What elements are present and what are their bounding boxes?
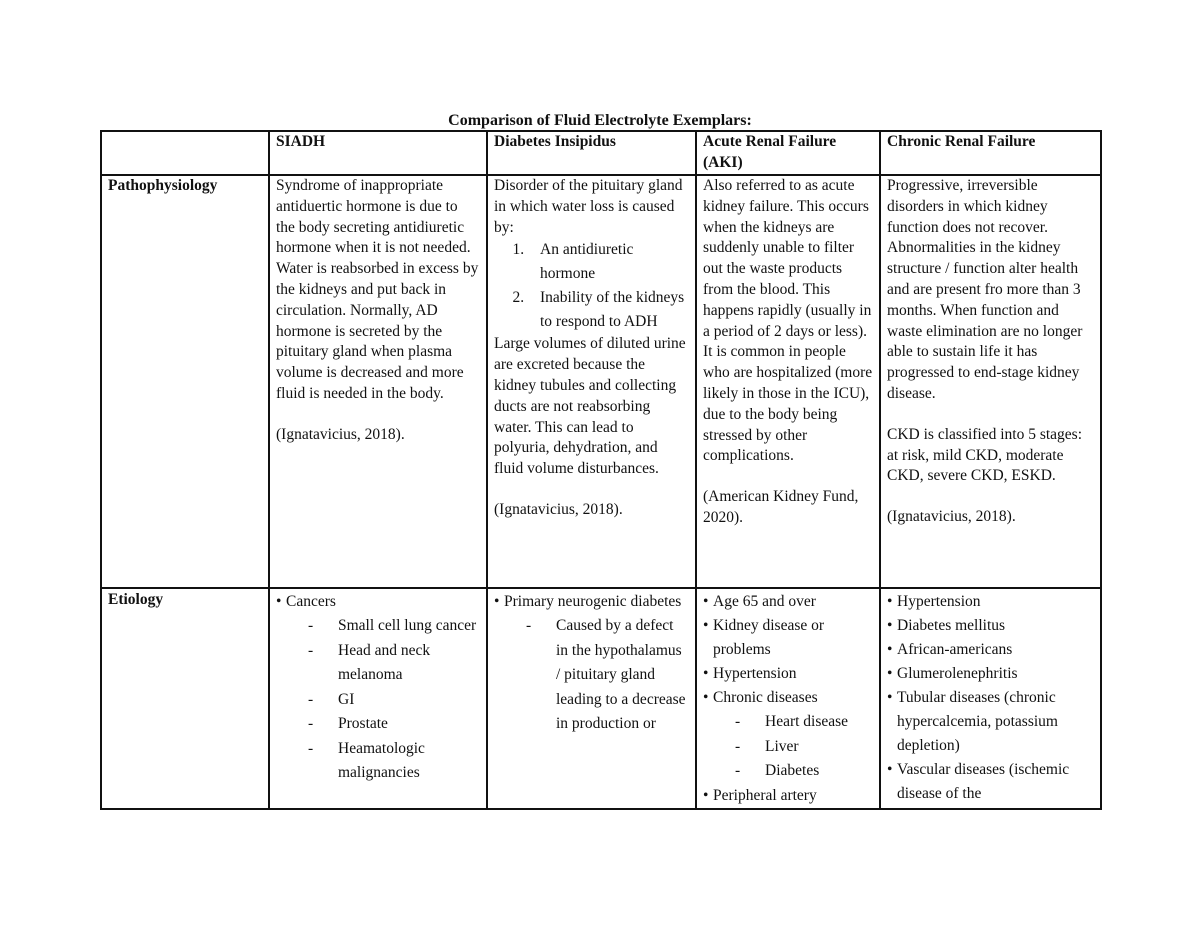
header-chronic-renal-failure: Chronic Renal Failure	[880, 131, 1101, 175]
aki-patho-citation: (American Kidney Fund, 2020).	[703, 488, 859, 526]
bullet-icon: •	[887, 689, 893, 706]
bullet-icon: •	[703, 689, 709, 706]
bullet-icon: •	[887, 641, 893, 658]
siadh-cancer-sublist	[276, 614, 480, 786]
bullet-icon: •	[703, 617, 709, 634]
siadh-patho-citation: (Ignatavicius, 2018).	[276, 425, 405, 443]
list-item: - GI	[308, 688, 480, 713]
list-item: - Caused by a defect in the hypothalamus / pituitary gland leading to a decrease in production or	[526, 614, 689, 737]
list-item: • Cancers	[276, 590, 480, 614]
ckd-patho-text: Progressive, irreversible disorders in which kidney function does not recover. Abnormalities in the kidney structure / function alter health and are present fro more than 3 months. When function and waste elimination are no longer able to sustain life it has progressed to end-stage kidney disease.	[887, 177, 1083, 402]
siadh-patho-text: Syndrome of inappropriate antiduertic hormone is due to the body secreting antidiuretic hormone when it is not needed. Water is reabsorbed in excess by the kidneys and put back in circulation. Normally, AD hormone is secreted by the pituitary gland when plasma volume is decreased and more fluid is needed in the body.	[276, 177, 479, 402]
header-acute-renal-failure: Acute Renal Failure (AKI)	[696, 131, 880, 175]
di-patho-citation: (Ignatavicius, 2018).	[494, 500, 623, 518]
list-item: • Hypertension	[703, 662, 873, 686]
bullet-icon: •	[276, 593, 282, 610]
ckd-etiology-list	[887, 590, 1094, 806]
bullet-icon: •	[887, 593, 893, 610]
bullet-icon: •	[494, 593, 500, 610]
header-diabetes-insipidus: Diabetes Insipidus	[487, 131, 696, 175]
list-item: • Age 65 and over	[703, 590, 873, 614]
list-item: - Liver	[735, 735, 873, 760]
list-item: - Diabetes	[735, 759, 873, 784]
pathophysiology-ckd-cell	[880, 175, 1101, 588]
bullet-icon: •	[703, 593, 709, 610]
pathophysiology-row	[101, 175, 1101, 588]
bullet-icon: •	[703, 665, 709, 682]
list-item: • Chronic diseases	[703, 686, 873, 710]
di-patho-text: Large volumes of diluted urine are excreted because the kidney tubules and collecting ducts are not reabsorbing water. This can lead to polyuria, dehydration, and fluid volume disturbances.	[494, 335, 686, 478]
aki-chronic-sublist	[703, 710, 873, 784]
aki-patho-text: Also referred to as acute kidney failure. This occurs when the kidneys are suddenly unable to filter out the waste products from the blood. This happens rapidly (usually in a period of 2 days or less). It is common in people who are hospitalized (more likely in those in the ICU), due to the body being stressed by other complications.	[703, 177, 873, 465]
di-etiology-list	[494, 590, 689, 614]
etiology-siadh-cell	[269, 588, 487, 809]
list-item: • Peripheral artery	[703, 784, 873, 808]
etiology-row	[101, 588, 1101, 809]
etiology-aki-cell	[696, 588, 880, 809]
row-label-etiology: Etiology	[101, 588, 269, 809]
row-label-pathophysiology: Pathophysiology	[101, 175, 269, 588]
bullet-icon: •	[887, 761, 893, 778]
list-item: • Kidney disease or problems	[703, 614, 873, 662]
bullet-icon: •	[703, 786, 709, 804]
di-cause-list	[494, 238, 689, 334]
ckd-patho-stages: CKD is classified into 5 stages: at risk, mild CKD, moderate CKD, severe CKD, ESKD.	[887, 425, 1083, 485]
pathophysiology-di-cell	[487, 175, 696, 588]
list-item: • Hypertension	[887, 590, 1094, 614]
pathophysiology-siadh-cell	[269, 175, 487, 588]
di-etiology-sublist	[494, 614, 689, 737]
list-item: - Heamatologic malignancies	[308, 737, 480, 786]
header-row	[101, 131, 1101, 175]
list-item: • Diabetes mellitus	[887, 614, 1094, 638]
di-patho-intro: Disorder of the pituitary gland in which water loss is caused by:	[494, 177, 683, 236]
list-item: • Vascular diseases (ischemic disease of the	[887, 758, 1094, 806]
list-item: - Heart disease	[735, 710, 873, 735]
siadh-etiology-list	[276, 590, 480, 614]
header-siadh: SIADH	[269, 131, 487, 175]
bullet-icon: •	[887, 665, 893, 682]
etiology-ckd-cell	[880, 588, 1101, 809]
bullet-icon: •	[887, 617, 893, 634]
etiology-di-cell	[487, 588, 696, 809]
aki-etiology-list	[703, 590, 873, 710]
pathophysiology-aki-cell	[696, 175, 880, 588]
list-item: - Prostate	[308, 712, 480, 737]
list-item: 1. An antidiuretic hormone	[528, 238, 689, 286]
header-cell-empty	[101, 131, 269, 175]
list-item: 2. Inability of the kidneys to respond to ADH	[528, 286, 689, 334]
document-title: Comparison of Fluid Electrolyte Exemplars:	[448, 112, 752, 129]
list-item: • Tubular diseases (chronic hypercalcemia, potassium depletion)	[887, 686, 1094, 758]
list-item: - Small cell lung cancer	[308, 614, 480, 639]
list-item: - Head and neck melanoma	[308, 639, 480, 688]
list-item: • African-americans	[887, 638, 1094, 662]
list-item: • Glumerolenephritis	[887, 662, 1094, 686]
list-item: • Primary neurogenic diabetes	[494, 590, 689, 614]
comparison-table	[100, 130, 1102, 810]
aki-etiology-list-cont	[703, 784, 873, 808]
ckd-patho-citation: (Ignatavicius, 2018).	[887, 508, 1016, 526]
